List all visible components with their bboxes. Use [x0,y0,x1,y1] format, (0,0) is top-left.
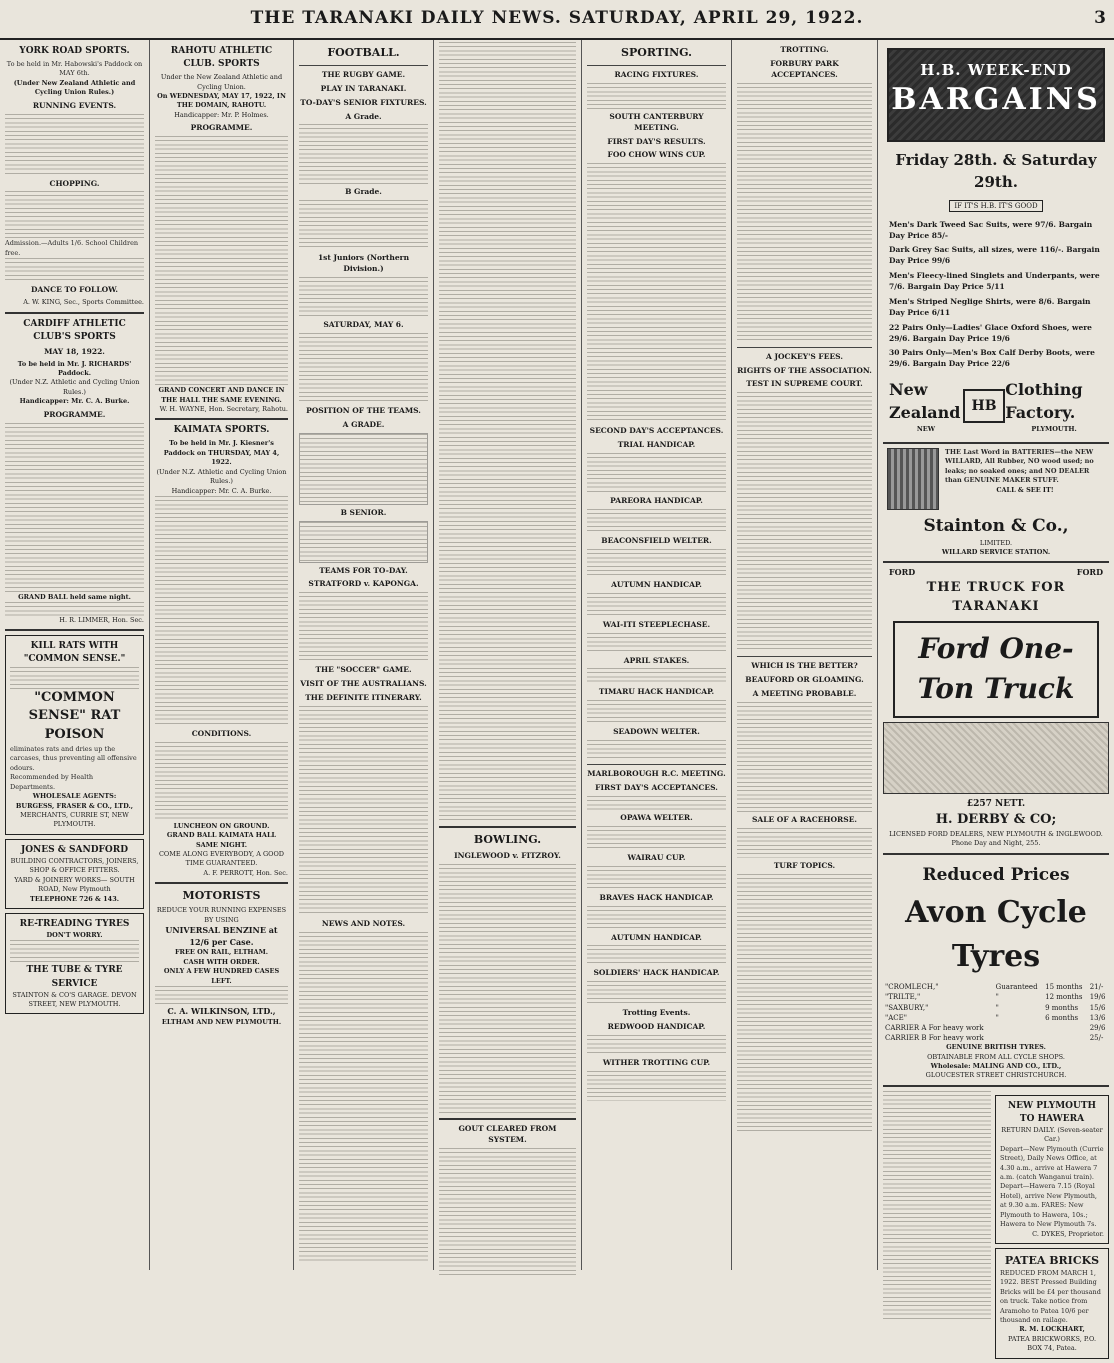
juniors-heading: 1st Juniors (Northern Division.) [317,253,410,274]
derby-phone: Phone Day and Night, 255. [951,839,1041,848]
rahotu-date: On WEDNESDAY, MAY 17, 1922, IN THE DOMAIN, RAHOTU. [157,91,286,110]
retread-ad [5,913,144,1014]
trotting-events: Trotting Events. [622,1008,691,1018]
rats-title: KILL RATS WITH "COMMON SENSE." [23,641,126,665]
wither-trotting: WITHER TROTTING CUP. [602,1058,711,1068]
motorists-reduce: REDUCE YOUR RUNNING EXPENSES BY USING [156,906,287,924]
fixtures-heading: TO-DAY'S SENIOR FIXTURES. [300,97,427,107]
a-grade-table [299,433,428,505]
york-sec: A. W. KING, Sec., Sports Committee. [23,298,144,307]
column-2 [150,40,294,1270]
jockey-text [737,392,872,652]
first-acceptances: FIRST DAY'S ACCEPTANCES. [595,783,718,793]
stratford-heading: STRATFORD v. KAPONGA. [308,579,419,589]
timaru-hack: TIMARU HACK HANDICAP. [598,687,715,697]
news-text [299,932,428,1262]
bargain-3: Men's Fleecy-lined Singlets and Underpants, were 7/6. Bargain Day Price 5/11 [889,271,1100,292]
kaimata-luncheon: LUNCHEON ON GROUND. [173,821,270,830]
soldiers-text [587,981,726,1005]
divider [587,65,726,66]
divider [5,629,144,631]
kaimata-under: (Under N.Z. Athletic and Cycling Union Rules.) [156,467,287,486]
derby-sub: LICENSED FORD DEALERS, NEW PLYMOUTH & INGLEWOOD. [889,829,1103,838]
forbury-text [737,83,872,343]
south-canterbury: SOUTH CANTERBURY MEETING. [609,111,704,132]
tube-service: THE TUBE & TYRE SERVICE [26,965,123,989]
cardiff-ball-text [5,602,144,616]
divider [299,65,428,66]
cardiff-sec: H. R. LIMMER, Hon. Sec. [59,616,144,624]
hawera-sub: RETURN DAILY. (Seven-seater Car.) [1001,1125,1103,1144]
sale-text [737,828,872,858]
forbury-heading: FORBURY PARK ACCEPTANCES. [770,58,839,79]
motorists-benzine: UNIVERSAL BENZINE at 12/6 per Case. [165,925,278,947]
column-3 [294,40,434,1270]
newspaper-title: THE TARANAKI DAILY NEWS. SATURDAY, APRIL 29, 1922. [250,8,864,28]
turf-heading: TURF TOPICS. [773,860,836,870]
ford-corners [889,567,1103,579]
sporting-heading: SPORTING. [621,46,692,59]
b-grade-text [299,200,428,250]
truck-for-taranaki: THE TRUCK FOR TARANAKI [926,580,1066,614]
dont-worry: DON'T WORRY. [46,931,103,940]
battery-call: CALL & SEE IT! [996,485,1054,494]
willard-station: WILLARD SERVICE STATION. [941,548,1051,556]
tyre-row: "SAXBURY," " 9 months 15/6 [885,1003,1106,1012]
battery-icon [887,448,939,510]
divider [737,347,872,348]
beaconsfield-text [587,549,726,577]
kaimata-conditions-text [155,742,288,822]
avon-cycle-tyres: Avon Cycle Tyres [905,895,1087,974]
rats-wholesale: WHOLESALE AGENTS: [32,792,117,801]
redwood-text [587,1035,726,1055]
nz-plymouth: PLYMOUTH. [1031,424,1077,433]
rats-rec: Recommended by Health Departments. [10,773,94,791]
retread-title: RE-TREADING TYRES [19,919,130,929]
continued-article-text [883,1091,991,1321]
b-senior-heading: B SENIOR. [340,507,387,517]
b-senior-table [299,521,428,563]
bargain-5: 22 Pairs Only—Ladies' Glace Oxford Shoes, were 29/6. Bargain Day Price 19/6 [889,322,1092,343]
patea-body: REDUCED FROM MARCH 1, 1922. BEST Pressed Building Bricks will be £4 per thousand on truck. Take notice from Aramoho to Patea 10/6 per thousand on railage. [1000,1268,1101,1324]
inglewood-heading: INGLEWOOD v. FITZROY. [454,850,561,860]
position-heading: POSITION OF THE TEAMS. [306,405,421,415]
redwood-handicap: REDWOOD HANDICAP. [607,1022,706,1032]
b-grade-heading: B Grade. [345,187,382,197]
football-heading: FOOTBALL. [327,46,400,59]
rahotu-programme-text [155,136,288,386]
a-grade-text [299,124,428,184]
trotting-heading: TROTTING. [780,45,829,54]
tyre-row: CARRIER A For heavy work 29/6 [885,1023,1106,1032]
autumn2-text [587,945,726,965]
rahotu-programme: PROGRAMME. [190,123,253,133]
hack-text [587,906,726,930]
kaimata-ball: GRAND BALL KAIMATA HALL SAME NIGHT. [166,831,277,849]
hb-bargains: BARGAINS [891,81,1101,117]
gout-heading: GOUT CLEARED FROM SYSTEM. [458,1123,557,1144]
nz-new: NEW [916,424,936,433]
genuine-british: GENUINE BRITISH TYRES. [946,1043,1046,1052]
divider [883,561,1109,563]
bargain-6: 30 Pairs Only—Men's Box Calf Derby Boots, were 29/6. Bargain Day Price 22/6 [889,348,1095,369]
rahotu-sec: W. H. WAYNE, Hon. Secretary, Rahotu. [159,404,288,413]
lockhart: R. M. LOCKHART, [1019,1325,1085,1334]
york-road-under: (Under New Zealand Athletic and Cycling Union Rules.) [13,78,136,97]
football-continued-text [439,42,576,822]
column-4 [434,40,582,1270]
opawa-text [587,826,726,850]
chopping-text [5,191,144,239]
ford-right: FORD [1076,567,1103,578]
truck-illustration [883,722,1109,794]
jones-telephone: TELEPHONE 726 & 143. [30,894,119,903]
marlborough-meeting: MARLBOROUGH R.C. MEETING. [587,769,726,779]
divider [737,656,872,657]
tyre-row: "CROMLECH," Guaranteed 15 months 21/- [885,983,1104,992]
cardiff-programme-text [5,423,144,593]
maling-wholesale: Wholesale: MALING AND CO., LTD., [930,1061,1062,1070]
better-heading: WHICH IS THE BETTER? [751,661,858,671]
divider [155,418,288,420]
hawera-body: Depart—New Plymouth (Currie Street), Daily News Office, at 4.30 a.m., arrive at Hawera 7 a.m. (catch Wanganui train). Depart—Hawera 7.15 (Royal Hotel), arrive New Plymouth, at 9.30 a.m. FARES: New Plymouth to Hawera, 10s.; Hawera to New Plymouth 7s. [1000,1144,1104,1229]
rights-heading: RIGHTS OF THE ASSOCIATION. [737,365,872,375]
willard-ad [887,448,1105,510]
hb-bargains-banner [887,48,1105,142]
ford-one-ton-truck: Ford One-Ton Truck [893,621,1099,718]
first-day-text [587,163,726,423]
rats-body: eliminates rats and dries up the carcases, thus preventing all offensive odours. [10,745,137,772]
kaimata-good-time: COME ALONG EVERYBODY, A GOOD TIME GUARANTEED. [158,850,285,868]
wilkinson-eltham: ELTHAM AND NEW PLYMOUTH. [161,1017,282,1026]
patea-title: PATEA BRICKS [1004,1253,1100,1267]
kaimata-sub: To be held in Mr. J. Kiesner's Paddock on THURSDAY, MAY 4, 1922. [163,439,280,467]
a-grade-heading: A Grade. [345,111,382,121]
rats-burgess: BURGESS, FRASER & CO., LTD., [15,801,134,810]
seadown-welter: SEADOWN WELTER. [613,727,700,737]
pareora-handicap: PAREORA HANDICAP. [610,496,703,506]
rats-intro [10,667,139,689]
gout-text [439,1148,576,1278]
jones-title: JONES & SANDFORD [20,844,129,855]
obtainable: OBTAINABLE FROM ALL CYCLE SHOPS. [927,1052,1065,1061]
rats-burgess-addr: MERCHANTS, CURRIE ST, NEW PLYMOUTH. [20,811,129,829]
column-1 [0,40,150,1270]
wilkinson: C. A. WILKINSON, LTD., [167,1005,276,1016]
divider [439,826,576,828]
patea-ad [995,1248,1109,1359]
york-road-sub: To be held in Mr. Habowski's Paddock on MAY 6th. [6,60,143,78]
rugby-heading: THE RUGBY GAME. [321,69,406,79]
motorists-hundred: ONLY A FEW HUNDRED CASES LEFT. [163,967,280,985]
motorists-text [155,986,288,1006]
autumn-handicap-2: AUTUMN HANDICAP. [611,932,702,942]
seadown-text [587,740,726,760]
motorists-title: MOTORISTS [182,889,261,903]
admission-detail [5,258,144,282]
kaimata-title: KAIMATA SPORTS. [173,425,270,436]
column-7-ads [878,40,1114,1353]
dance-heading: DANCE TO FOLLOW. [30,285,118,295]
masthead [0,0,1114,40]
stainton-name: Stainton & Co., [923,515,1069,536]
chopping-heading: CHOPPING. [49,178,100,188]
first-day-results: FIRST DAY'S RESULTS. [607,136,706,146]
tyre-row: "TRILTE," " 12 months 19/6 [885,993,1106,1002]
wairau-text [587,866,726,890]
hb-logo: HB [963,389,1005,423]
hawera-title: NEW PLYMOUTH TO HAWERA [1007,1100,1097,1124]
trial-handicap: TRIAL HANDICAP. [617,440,696,450]
bowling-text [439,864,576,1114]
ford-left: FORD [889,567,916,578]
rat-poison-ad [5,635,144,834]
april-stakes: APRIL STAKES. [623,655,690,665]
jones-sub: BUILDING CONTRACTORS, JOINERS, SHOP & OFFICE FITTERS. [10,856,139,875]
autumn-text [587,593,726,617]
running-events-text [5,114,144,176]
teams-heading: TEAMS FOR TO-DAY. [319,565,408,575]
kaimata-handicapper: Handicapper: Mr. C. A. Burke. [171,486,272,495]
battery-text: THE Last Word in BATTERIES—the NEW WILLARD, All Rubber, NO wood used; no leaks; no soaked ones; and NO DEALER than GENUINE MAKER STUFF. [945,447,1094,485]
cardiff-under: (Under N.Z. Athletic and Cycling Union Rules.) [9,378,140,396]
a-grade-table-heading: A GRADE. [342,419,385,429]
play-heading: PLAY IN TARANAKI. [320,83,407,93]
rats-big: "COMMON SENSE" RAT POISON [28,689,121,743]
nz-word: New Zealand [889,380,961,423]
sale-heading: SALE OF A RACEHORSE. [751,814,858,824]
lockhart-sub: PATEA BRICKWORKS, P.O. BOX 74, Patea. [1007,1334,1097,1353]
cardiff-date: MAY 18, 1922. [44,346,105,356]
column-5 [582,40,732,1270]
bargain-1: Men's Dark Tweed Sac Suits, were 97/6. Bargain Day Price 85/- [889,219,1093,240]
gloucester-street: GLOUCESTER STREET CHRISTCHURCH. [925,1071,1067,1080]
wither-text [587,1071,726,1101]
cardiff-handicapper: Handicapper: Mr. C. A. Burke. [19,397,130,406]
racing-fixtures-text [587,83,726,109]
cardiff-sub: To be held in Mr. J. RICHARDS' Paddock. [17,359,132,378]
bowling-heading: BOWLING. [473,833,542,846]
york-road-title: YORK ROAD SPORTS. [19,46,130,56]
rahotu-under: Under the New Zealand Athletic and Cycling Union. [160,73,283,91]
braves-hack: BRAVES HACK HANDICAP. [599,892,714,902]
autumn-handicap: AUTUMN HANDICAP. [611,579,702,589]
soccer-heading: THE "SOCCER" GAME. [315,665,412,675]
tyre-price-table [883,982,1109,1043]
saturday-heading: SATURDAY, MAY 6. [323,320,404,330]
bargain-2: Dark Grey Sac Suits, all sizes, were 116/-. Bargain Day Price 99/6 [889,245,1100,266]
clothing-factory-word: Clothing Factory. [1005,380,1083,423]
kaimata-conditions: CONDITIONS. [191,728,252,738]
second-day: SECOND DAY'S ACCEPTANCES. [589,426,724,436]
reduced-prices: Reduced Prices [922,864,1070,885]
test-heading: TEST IN SUPREME COURT. [746,379,863,389]
saturday-text [299,333,428,403]
nz-clothing-factory [889,378,1103,434]
foo-chow: FOO CHOW WINS CUP. [607,150,706,160]
cardiff-programme: PROGRAMME. [43,409,106,419]
trial-text [587,453,726,493]
waiiti-text [587,633,726,653]
hb-slogan: IF IT'S H.B. IT'S GOOD [949,200,1042,212]
bargain-4: Men's Striped Neglige Shirts, were 8/6. Bargain Day Price 6/11 [889,296,1091,317]
divider [883,442,1109,444]
column-6 [732,40,878,1270]
jones-yard: YARD & JOINERY WORKS— SOUTH ROAD, New Plymouth [14,875,135,894]
rahotu-title: RAHOTU ATHLETIC CLUB. SPORTS [170,46,273,70]
cardiff-title: CARDIFF ATHLETIC CLUB'S SPORTS [23,318,126,342]
opawa-welter: OPAWA WELTER. [620,812,693,822]
tyre-row: CARRIER B For heavy work 25/- [885,1033,1104,1042]
racing-fixtures: RACING FIXTURES. [614,69,699,79]
truck-price: £257 NETT. [966,798,1026,809]
wairau-cup: WAIRAU CUP. [627,852,686,862]
rahotu-handicapper: Handicapper: Mr. P. Holmes. [174,110,269,119]
lower-ad-area [883,1091,1109,1363]
pareora-text [587,509,726,533]
divider [883,853,1109,855]
turf-text [737,874,872,1134]
divider [155,882,288,884]
beauford-heading: BEAUFORD OR GLOAMING. [745,675,864,685]
stainton-limited: LIMITED. [979,538,1013,547]
hawera-ad [995,1095,1109,1244]
marlborough-intro [587,796,726,810]
hawera-prop: C. DYKES, Proprietor. [1032,1229,1104,1238]
waiiti-steeplechase: WAI-ITI STEEPLECHASE. [602,619,711,629]
news-heading: NEWS AND NOTES. [321,918,406,928]
visit-heading: VISIT OF THE AUSTRALIANS. [300,679,427,689]
kaimata-sec: A. F. PERROTT, Hon. Sec. [203,868,288,877]
running-events: RUNNING EVENTS. [32,100,117,110]
derby-name: H. DERBY & CO; [935,811,1057,827]
divider [883,1085,1109,1087]
page-number: 3 [1094,8,1106,28]
itinerary-text [299,706,428,916]
itinerary-heading: THE DEFINITE ITINERARY. [305,693,422,703]
meeting-heading: A MEETING PROBABLE. [752,689,857,698]
motorists-free-rail: FREE ON RAIL, ELTHAM. [174,948,269,957]
divider [5,312,144,314]
hb-friday: Friday 28th. & Saturday 29th. [895,151,1097,191]
admission-text: Admission.—Adults 1/6. School Children free. [5,239,139,257]
divider [439,1118,576,1120]
meeting-text [737,702,872,812]
stratford-text [299,592,428,662]
kaimata-programme-text [155,496,288,726]
beaconsfield-welter: BEACONSFIELD WELTER. [601,535,712,545]
soldiers-hack: SOLDIERS' HACK HANDICAP. [593,968,720,978]
hb-weekend: H.B. WEEK-END [920,61,1072,79]
motorists-cash: CASH WITH ORDER. [183,957,260,966]
april-text [587,668,726,684]
divider [587,764,726,765]
stainton-garage: STAINTON & CO'S GARAGE. DEVON STREET, NEW PLYMOUTH. [12,990,137,1008]
tyre-row: "ACE" " 6 months 13/6 [885,1013,1106,1022]
cardiff-ball: GRAND BALL held same night. [18,592,131,601]
retread-text [10,940,139,964]
juniors-text [299,277,428,317]
jones-sandford-ad [5,839,144,909]
jockey-heading: A JOCKEY'S FEES. [766,351,843,361]
rahotu-dance: GRAND CONCERT AND DANCE IN THE HALL THE SAME EVENING. [158,386,285,404]
timaru-text [587,700,726,724]
